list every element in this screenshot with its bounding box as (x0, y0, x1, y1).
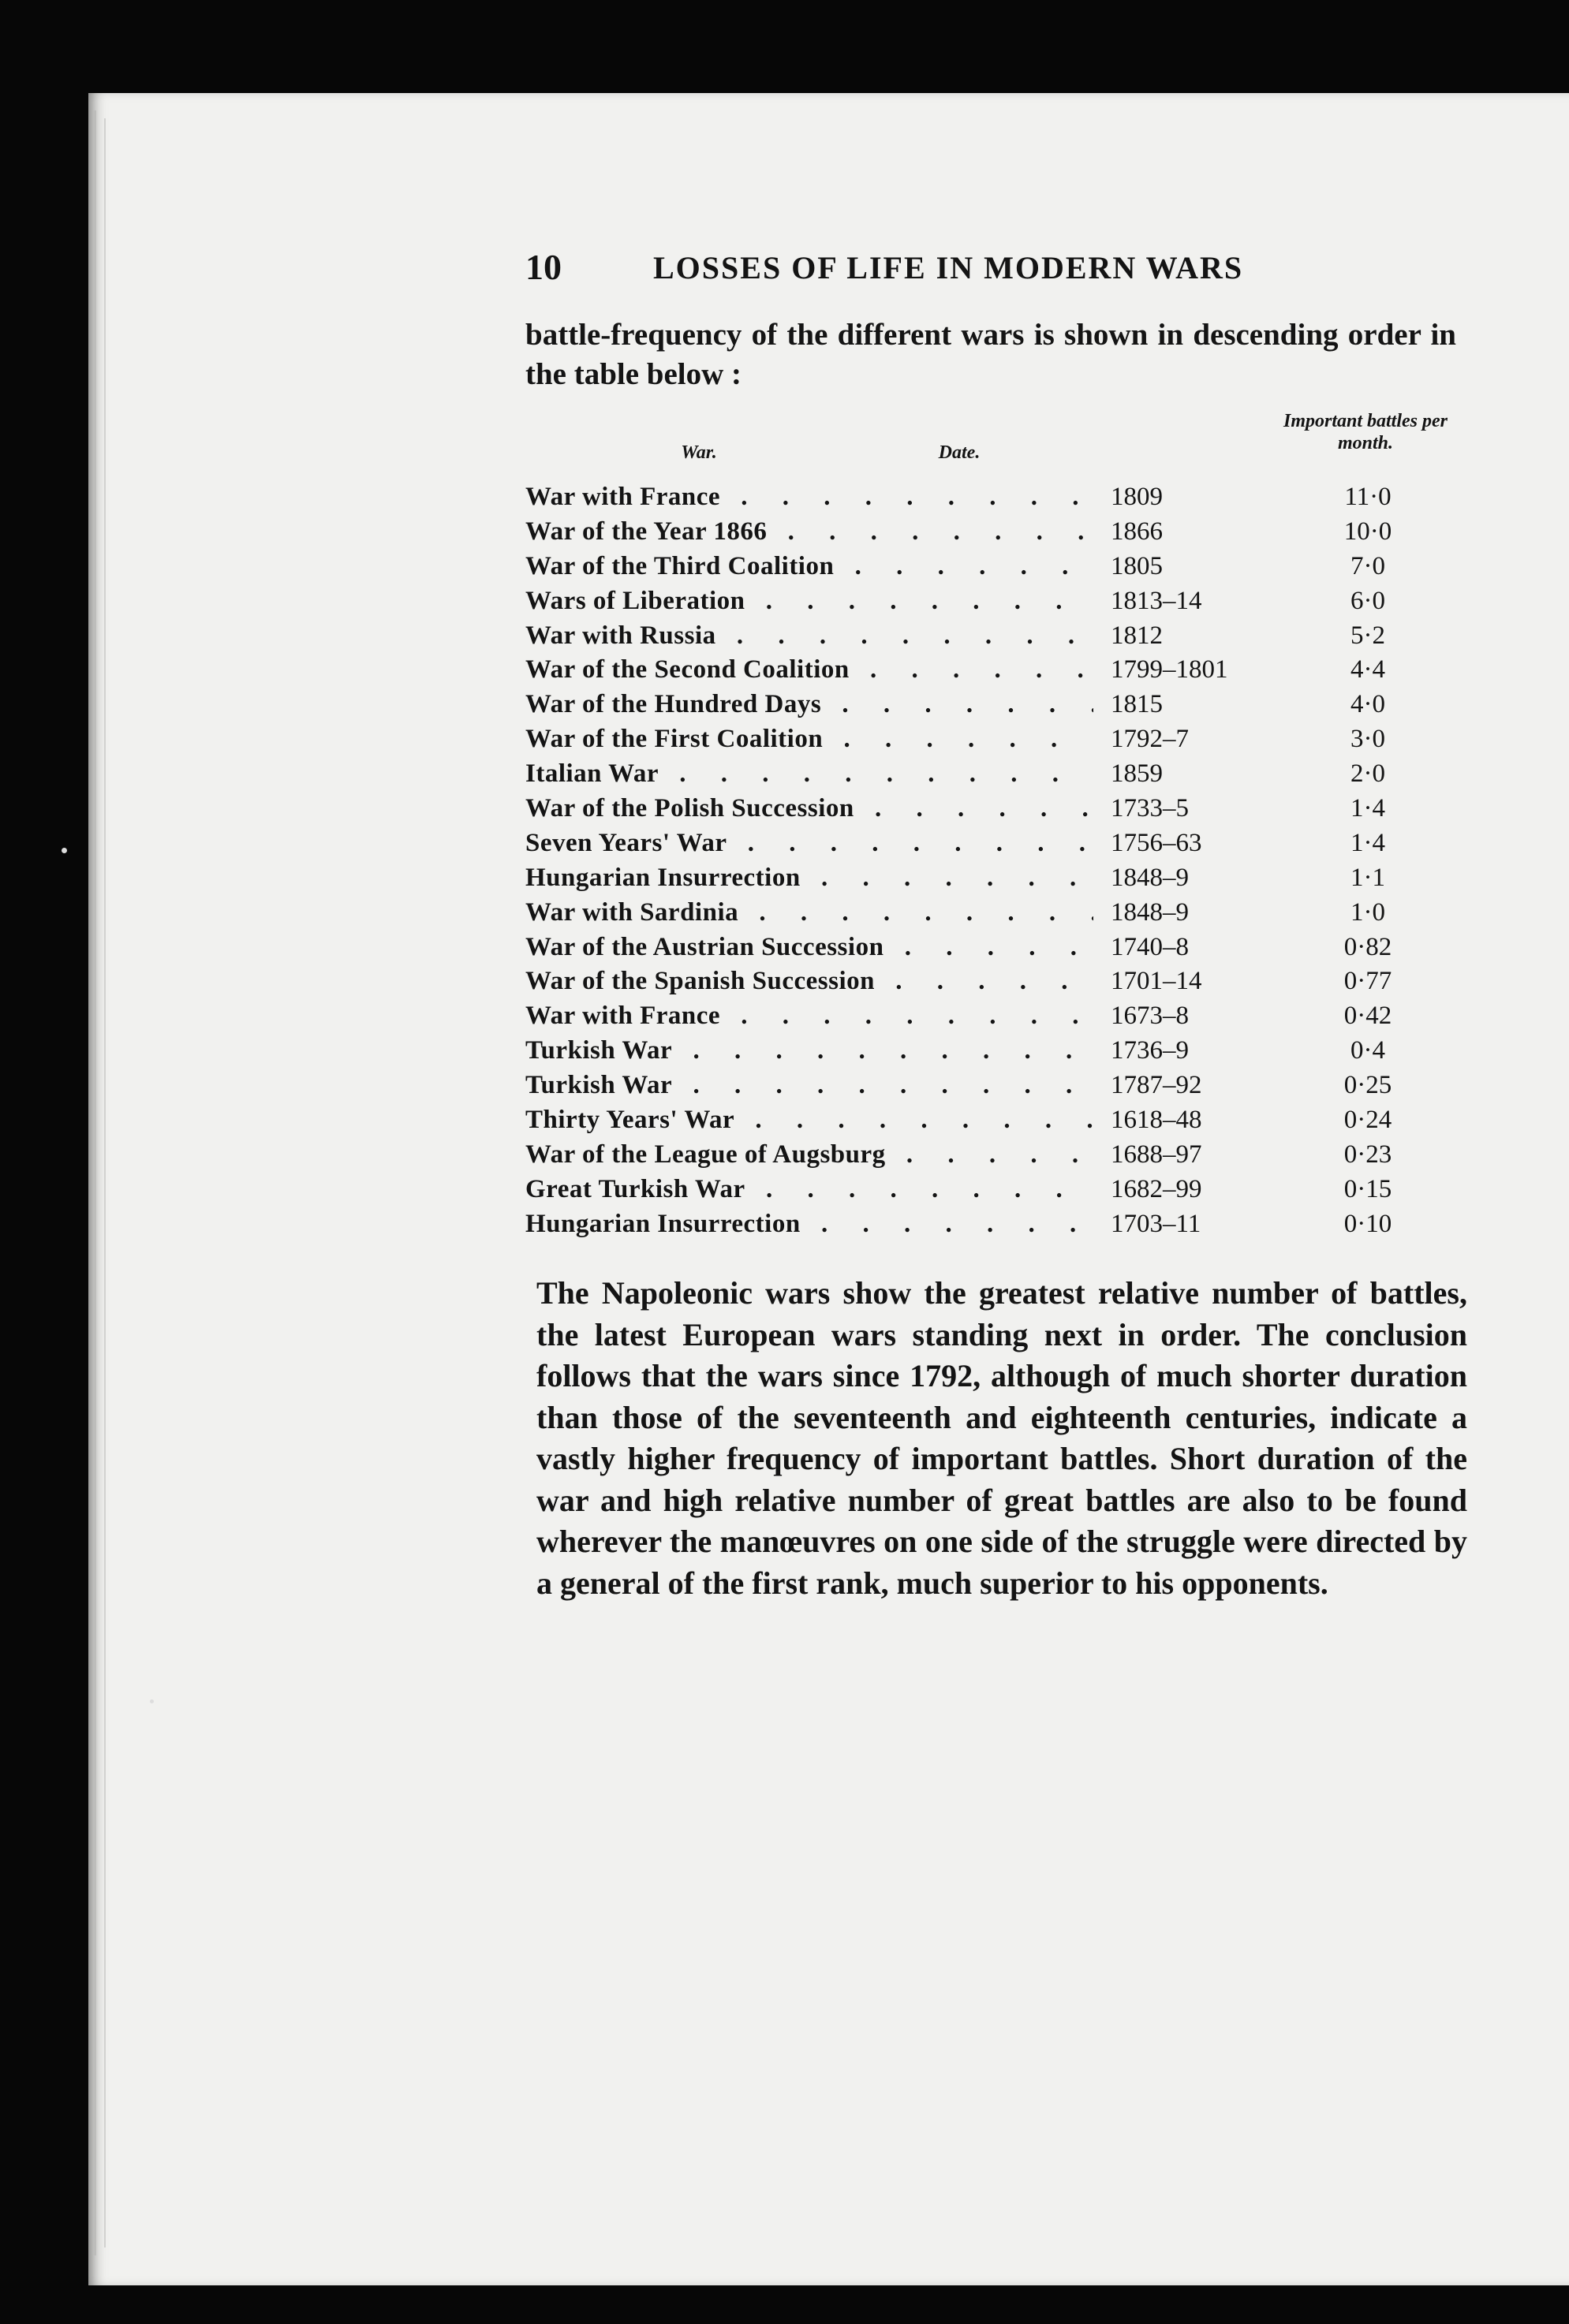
table-row (525, 756, 1472, 791)
battles-per-month-cell: 10·0 (1343, 517, 1392, 546)
date-cell: 1813–14 (1111, 586, 1202, 615)
battles-per-month-cell: 7·0 (1350, 551, 1385, 580)
battles-per-month-cell: 1·1 (1350, 863, 1385, 892)
table-row (525, 930, 1472, 964)
date-cell: 1756–63 (1111, 828, 1202, 857)
war-name-cell: Turkish War . . (525, 1068, 1093, 1102)
war-name-cell: War with Sardinia . . (525, 895, 1093, 930)
table-row (525, 895, 1472, 930)
date-cell: 1682–99 (1111, 1174, 1202, 1203)
war-name-cell: War of the Third Coalition . . (525, 549, 1093, 584)
battles-per-month-cell: 0·4 (1350, 1036, 1385, 1065)
date-cell: 1799–1801 (1111, 655, 1228, 685)
battles-per-month-cell: 5·2 (1350, 621, 1385, 650)
table-row (525, 791, 1472, 826)
battles-per-month-cell: 0·23 (1343, 1140, 1392, 1169)
battles-per-month-cell: 0·24 (1343, 1106, 1392, 1135)
table-row (525, 826, 1472, 860)
war-name-cell: Hungarian Insurrection . . (525, 1207, 1093, 1241)
battles-per-month-cell: 3·0 (1350, 725, 1385, 754)
war-name-cell: War of the Polish Succession . . (525, 791, 1093, 826)
date-cell: 1740–8 (1111, 932, 1189, 961)
scan-speck (62, 848, 67, 853)
battles-per-month-cell: 0·15 (1343, 1174, 1392, 1203)
table-row (525, 652, 1472, 687)
table-row (525, 1102, 1472, 1137)
date-cell: 1736–9 (1111, 1036, 1189, 1065)
battles-per-month-cell: 2·0 (1350, 759, 1385, 789)
table-row (525, 1172, 1472, 1207)
battles-per-month-cell: 1·0 (1350, 897, 1385, 927)
date-cell: 1866 (1111, 517, 1163, 546)
battles-per-month-cell: 0·10 (1343, 1209, 1392, 1238)
date-cell: 1812 (1111, 621, 1163, 650)
battles-per-month-cell: 0·25 (1343, 1071, 1392, 1100)
war-name-cell: Great Turkish War . . (525, 1172, 1093, 1207)
table-row (525, 618, 1472, 653)
running-title: LOSSES OF LIFE IN MODERN WARS (653, 250, 1244, 285)
date-cell: 1805 (1111, 551, 1163, 580)
date-cell: 1618–48 (1111, 1106, 1202, 1135)
battles-per-month-cell: 11·0 (1344, 483, 1392, 511)
war-name-cell: War of the First Coalition . . (525, 722, 1093, 756)
date-cell: 1787–92 (1111, 1071, 1202, 1100)
war-name-cell: War of the Year 1866 . . (525, 514, 1093, 549)
table-row (525, 514, 1472, 549)
table-row (525, 687, 1472, 722)
intro-paragraph: battle-frequency of the different wars is shown in descending order in the table below : (525, 318, 1456, 391)
table-row (525, 479, 1472, 514)
battles-per-month-cell: 6·0 (1350, 586, 1385, 615)
war-name-cell: Hungarian Insurrection . . (525, 860, 1093, 895)
battles-per-month-cell: 4·4 (1350, 655, 1385, 685)
table-row (525, 1137, 1472, 1172)
date-cell: 1859 (1111, 759, 1163, 789)
column-header-battles-per-month: Important battles per month. (1283, 411, 1448, 453)
page-number: 10 (525, 247, 562, 287)
scan-speck (150, 1699, 154, 1703)
war-name-cell: Wars of Liberation . . (525, 584, 1093, 618)
battles-per-month-cell: 0·82 (1343, 932, 1392, 961)
date-cell: 1733–5 (1111, 794, 1189, 823)
table-row (525, 1068, 1472, 1102)
table-body (525, 479, 1472, 1241)
date-cell: 1815 (1111, 690, 1163, 719)
war-name-cell: Thirty Years' War . . (525, 1102, 1093, 1137)
war-name-cell: War of the League of Augsburg . . (525, 1137, 1093, 1172)
war-name-cell: Italian War . . (525, 756, 1093, 791)
war-name-cell: War of the Second Coalition . . (525, 652, 1093, 687)
column-header-war: War. (681, 442, 717, 463)
table-row (525, 1207, 1472, 1241)
date-cell: 1792–7 (1111, 725, 1189, 754)
table-row (525, 584, 1472, 618)
date-cell: 1848–9 (1111, 863, 1189, 892)
page-edge-line-inner (104, 118, 106, 2248)
war-name-cell: War of the Hundred Days . . (525, 687, 1093, 722)
table-row (525, 860, 1472, 895)
battles-per-month-cell: 0·42 (1343, 1002, 1392, 1031)
table-row (525, 549, 1472, 584)
battles-per-month-cell: 1·4 (1350, 794, 1385, 823)
date-cell: 1701–14 (1111, 967, 1202, 996)
date-cell: 1688–97 (1111, 1140, 1202, 1169)
table-row (525, 1033, 1472, 1068)
column-header-date: Date. (938, 442, 981, 463)
date-cell: 1673–8 (1111, 1002, 1189, 1031)
war-name-cell: War of the Austrian Succession . . (525, 930, 1093, 964)
table-row (525, 998, 1472, 1033)
date-cell: 1848–9 (1111, 897, 1189, 927)
battles-per-month-cell: 1·4 (1350, 828, 1385, 857)
closing-paragraph: The Napoleonic wars show the greatest relative number of battles, the latest European wars standing next in order. The conclusion follows that the wars since 1792, although of much shorter duration than those of the seventeenth and eighteenth centuries, indicate a vastly higher frequency of important battles. Short duration of the war and high relative number of great battles are also to be found wherever the manœuvres on one side of the struggle were directed by a general of the first rank, much superior to his opponents. (536, 1275, 1467, 1601)
date-cell: 1809 (1111, 483, 1163, 511)
war-name-cell: War with France . . (525, 998, 1093, 1033)
war-name-cell: War with Russia . . (525, 618, 1093, 653)
war-name-cell: Seven Years' War . . (525, 826, 1093, 860)
war-name-cell: War of the Spanish Succession . . (525, 964, 1093, 998)
war-name-cell: War with France . . (525, 479, 1093, 514)
table-row (525, 964, 1472, 998)
table-row (525, 722, 1472, 756)
war-name-cell: Turkish War . . (525, 1033, 1093, 1068)
battles-per-month-cell: 0·77 (1343, 967, 1392, 996)
date-cell: 1703–11 (1111, 1209, 1201, 1238)
running-header (525, 246, 1472, 293)
battles-per-month-cell: 4·0 (1350, 690, 1385, 719)
page-edge-line (93, 110, 96, 2255)
